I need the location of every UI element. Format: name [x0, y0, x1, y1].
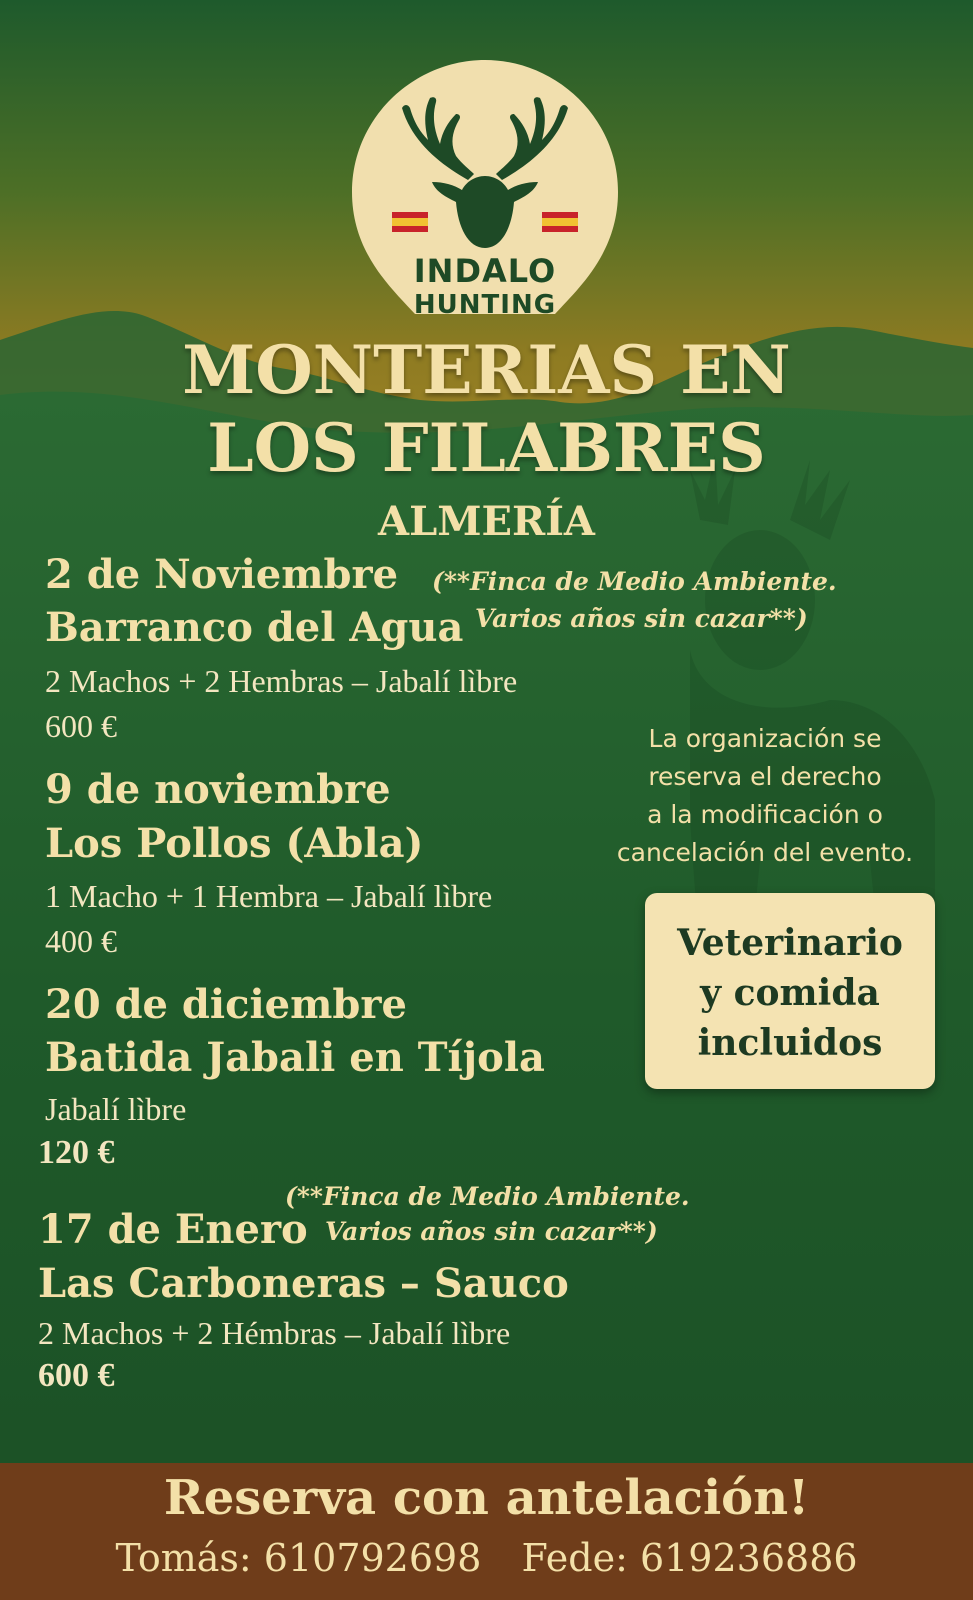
event-4-date: 17 de Enero [38, 1206, 308, 1253]
organization-note-line: reserva el derecho [648, 762, 882, 791]
organization-note-line: cancelación del evento. [616, 838, 914, 867]
event-2-detail: 1 Macho + 1 Hembra – Jabalí lìbre [45, 878, 493, 914]
event-1-note-line2: Varios años sin cazar**) [475, 604, 808, 633]
page-title-line1: MONTERIAS EN [182, 331, 791, 409]
event-1-detail: 2 Machos + 2 Hembras – Jabalí lìbre [45, 663, 518, 699]
contact-fede[interactable]: Fede: 619236886 [521, 1536, 858, 1580]
organization-note-line: a la modificación o [647, 800, 883, 829]
included-line: incluidos [697, 1022, 883, 1064]
page-title-line2: LOS FILABRES [207, 409, 766, 487]
organization-note [600, 720, 930, 872]
event-4-note-line1: (**Finca de Medio Ambiente. [285, 1182, 690, 1211]
event-1-place: Barranco del Agua [45, 604, 464, 651]
event-3-date: 20 de diciembre [45, 981, 407, 1028]
footer-contacts [0, 1536, 973, 1580]
event-3-price: 120 € [38, 1134, 115, 1171]
event-3-detail: Jabalí lìbre [45, 1091, 187, 1127]
contact-tomas[interactable]: Tomás: 610792698 [115, 1536, 482, 1580]
event-2-place: Los Pollos (Abla) [45, 820, 424, 867]
event-2-date: 9 de noviembre [45, 766, 391, 813]
event-2-price: 400 € [45, 923, 117, 959]
event-1-price: 600 € [45, 708, 117, 744]
footer-cta: Reserva con antelación! [163, 1470, 810, 1526]
event-4-place: Las Carboneras – Sauco [38, 1260, 569, 1307]
event-1-note-line1: (**Finca de Medio Ambiente. [432, 567, 837, 596]
organization-note-line: La organización se [648, 724, 882, 753]
included-badge-text [645, 918, 935, 1068]
event-4-price: 600 € [38, 1357, 115, 1394]
event-4-note-line2: Varios años sin cazar**) [325, 1217, 658, 1246]
included-line: y comida [700, 972, 880, 1014]
event-3-place: Batida Jabali en Tíjola [45, 1034, 545, 1081]
event-1-date: 2 de Noviembre [45, 551, 399, 598]
page-subtitle: ALMERÍA [378, 498, 595, 545]
event-4-detail: 2 Machos + 2 Hémbras – Jabalí lìbre [38, 1315, 511, 1351]
brand-name-line1: INDALO [413, 252, 557, 290]
brand-name-line2: HUNTING [413, 290, 557, 320]
included-line: Veterinario [677, 922, 903, 964]
